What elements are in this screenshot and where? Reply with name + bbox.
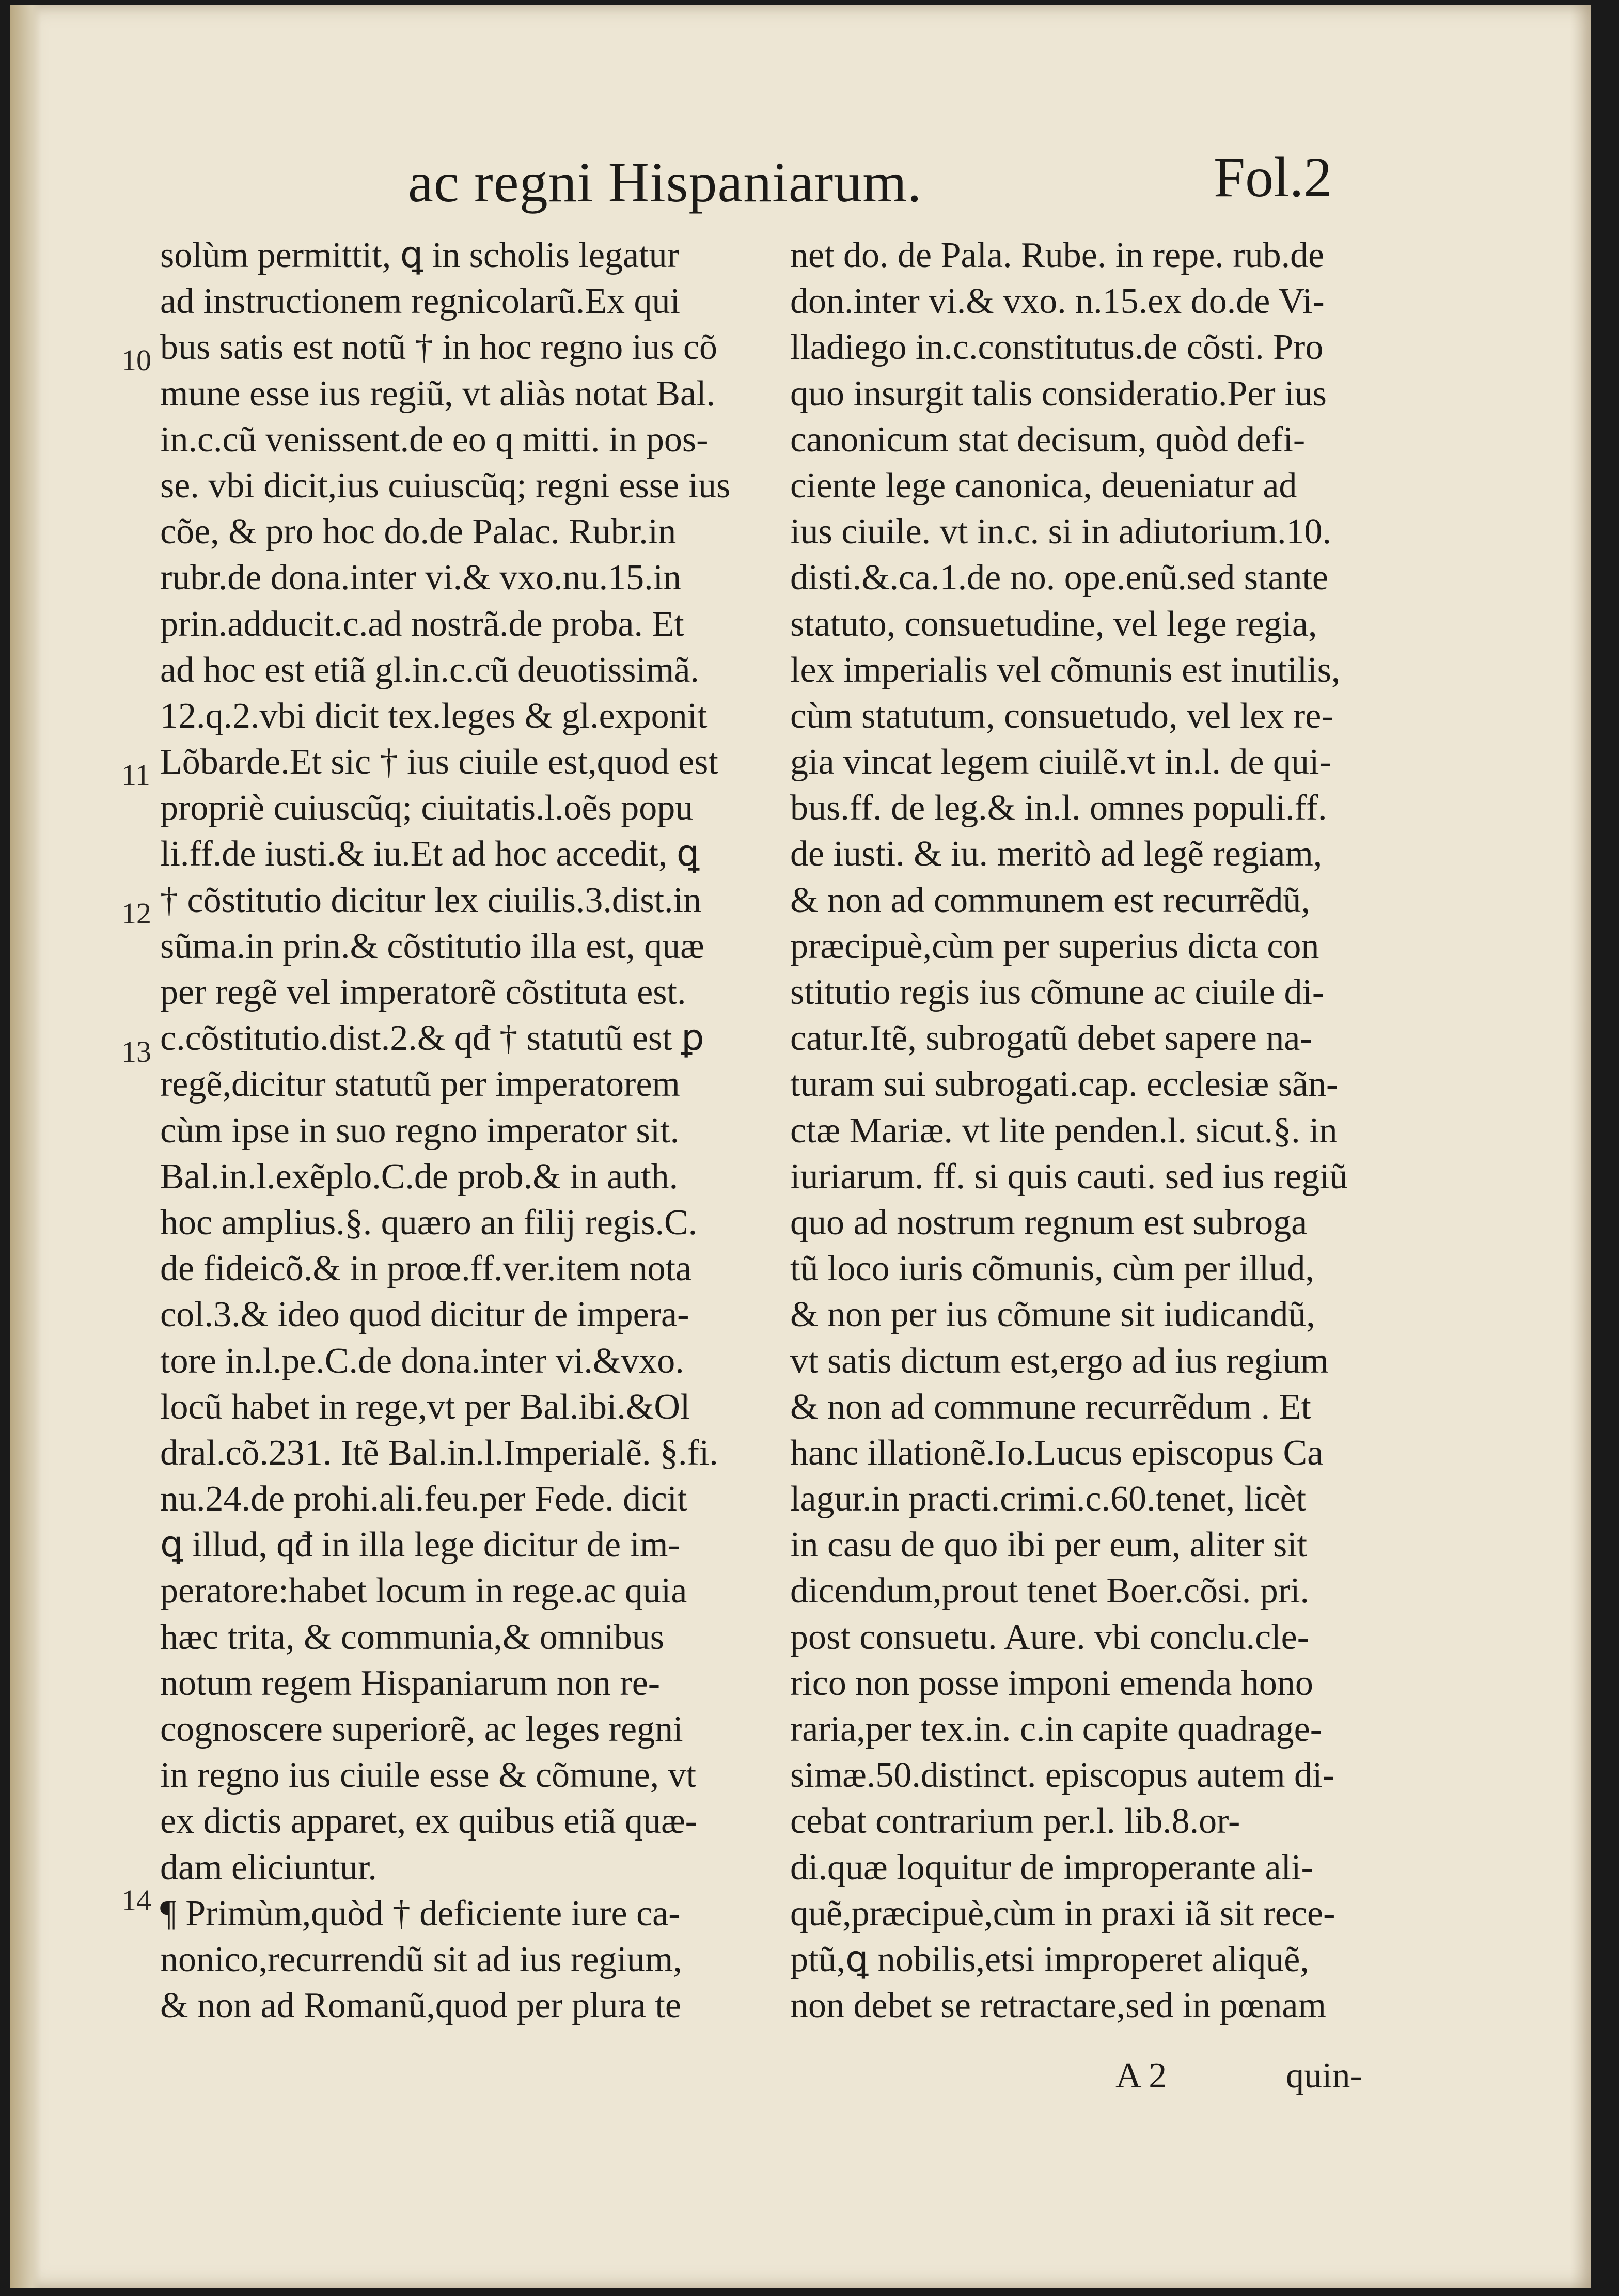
margin-number: 12 <box>121 897 151 930</box>
text-line: canonicum stat decisum, quòd defi- <box>790 419 1306 460</box>
text-line: ptũ,ꝗ nobilis,etsi improperet aliquẽ, <box>790 1939 1309 1979</box>
text-line: ¶ Primùm,quòd † deficiente iure ca- <box>160 1893 681 1933</box>
margin-number: 11 <box>121 758 150 792</box>
text-line: dicendum,prout tenet Boer.cõsi. pri. <box>790 1571 1310 1611</box>
text-line: don.inter vi.& vxo. n.15.ex do.de Vi- <box>790 281 1325 322</box>
text-line: ciente lege canonica, deueniatur ad <box>790 465 1297 506</box>
text-line: propriè cuiuscũq; ciuitatis.l.oẽs popu <box>160 788 694 828</box>
text-line: di.quæ loquitur de improperante ali- <box>790 1847 1313 1888</box>
text-line: & non per ius cõmune sit iudicandũ, <box>790 1295 1315 1335</box>
signature-mark: A 2 <box>1115 2056 1167 2096</box>
text-line: & non ad Romanũ,quod per plura te <box>160 1986 681 2026</box>
text-line: hæc trita, & communia,& omnibus <box>160 1617 665 1657</box>
text-line: peratore:habet locum in rege.ac quia <box>160 1571 687 1611</box>
text-line: vt satis dictum est,ergo ad ius regium <box>790 1341 1329 1381</box>
text-line: dral.cõ.231. Itẽ Bal.in.l.Imperialẽ. §.fi. <box>160 1433 718 1473</box>
text-line: c.cõstitutio.dist.2.& qđ † statutũ est ꝑ <box>160 1018 704 1059</box>
text-line: non debet se retractare,sed in pœnam <box>790 1986 1326 2026</box>
text-line: post consuetu. Aure. vbi conclu.cle- <box>790 1617 1310 1657</box>
text-line: simæ.50.distinct. episcopus autem di- <box>790 1755 1334 1796</box>
text-line: & non ad commune recurrẽdum . Et <box>790 1387 1311 1427</box>
text-line: lagur.in practi.crimi.c.60.tenet, licèt <box>790 1479 1307 1519</box>
text-line: in regno ius ciuile esse & cõmune, vt <box>160 1755 697 1796</box>
text-line: disti.&.ca.1.de no. ope.enũ.sed stante <box>790 558 1328 598</box>
text-line: catur.Itẽ, subrogatũ debet sapere na- <box>790 1018 1312 1059</box>
text-line: in.c.cũ venissent.de eo q mitti. in pos- <box>160 419 709 460</box>
text-line: net do. de Pala. Rube. in repe. rub.de <box>790 235 1325 275</box>
text-line: ctæ Mariæ. vt lite penden.l. sicut.§. in <box>790 1110 1338 1151</box>
running-head: ac regni Hispaniarum. <box>408 151 922 214</box>
text-line: quẽ,præcipuè,cùm in praxi iã sit rece- <box>790 1893 1335 1933</box>
text-line: gia vincat legem ciuilẽ.vt in.l. de qui- <box>790 742 1331 782</box>
text-line: stitutio regis ius cõmune ac ciuile di- <box>790 972 1325 1012</box>
text-line: mune esse ius regiũ, vt aliàs notat Bal. <box>160 373 716 414</box>
text-line: ad hoc est etiã gl.in.c.cũ deuotissimã. <box>160 650 699 690</box>
text-line: † cõstitutio dicitur lex ciuilis.3.dist.in <box>160 880 701 920</box>
text-line: se. vbi dicit,ius cuiuscũq; regni esse ius <box>160 465 731 506</box>
text-line: cõe, & pro hoc do.de Palac. Rubr.in <box>160 512 677 552</box>
text-line: de iusti. & iu. meritò ad legẽ regiam, <box>790 834 1323 874</box>
text-line: lex imperialis vel cõmunis est inutilis, <box>790 650 1341 690</box>
text-line: lladiego in.c.constitutus.de cõsti. Pro <box>790 327 1324 368</box>
text-line: notum regem Hispaniarum non re- <box>160 1663 661 1703</box>
text-line: prin.adducit.c.ad nostrã.de proba. Et <box>160 604 684 644</box>
text-line: Lõbarde.Et sic † ius ciuile est,quod est <box>160 742 718 782</box>
text-line: sũma.in prin.& cõstitutio illa est, quæ <box>160 926 704 966</box>
book-page <box>10 5 1591 2288</box>
text-line: statuto, consuetudine, vel lege regia, <box>790 604 1317 644</box>
text-line: dam eliciuntur. <box>160 1847 377 1888</box>
text-line: præcipuè,cùm per superius dicta con <box>790 926 1319 966</box>
margin-number: 13 <box>121 1035 151 1068</box>
text-line: col.3.& ideo quod dicitur de impera- <box>160 1295 689 1335</box>
text-line: ꝗ illud, qđ in illa lege dicitur de im- <box>160 1525 680 1565</box>
text-line: Bal.in.l.exẽplo.C.de prob.& in auth. <box>160 1156 679 1197</box>
text-line: bus.ff. de leg.& in.l. omnes populi.ff. <box>790 788 1327 828</box>
margin-number: 10 <box>121 343 151 377</box>
text-line: cebat contrarium per.l. lib.8.or- <box>790 1801 1240 1842</box>
text-line: ex dictis apparet, ex quibus etiã quæ- <box>160 1801 697 1842</box>
text-line: nu.24.de prohi.ali.feu.per Fede. dicit <box>160 1479 687 1519</box>
text-line: solùm permittit, ꝗ in scholis legatur <box>160 235 679 275</box>
page-edge <box>1570 5 1591 2288</box>
text-line: iuriarum. ff. si quis cauti. sed ius regiũ <box>790 1156 1348 1197</box>
text-line: cùm ipse in suo regno imperator sit. <box>160 1110 680 1151</box>
text-line: rubr.de dona.inter vi.& vxo.nu.15.in <box>160 558 682 598</box>
text-line: li.ff.de iusti.& iu.Et ad hoc accedit, ꝗ <box>160 834 700 874</box>
folio-number: Fol.2 <box>1214 146 1332 209</box>
text-line: regẽ,dicitur statutũ per imperatorem <box>160 1064 680 1105</box>
text-line: per regẽ vel imperatorẽ cõstituta est. <box>160 972 686 1012</box>
text-line: nonico,recurrendũ sit ad ius regium, <box>160 1939 682 1979</box>
text-line: tore in.l.pe.C.de dona.inter vi.&vxo. <box>160 1341 684 1381</box>
text-line: bus satis est notũ † in hoc regno ius cõ <box>160 327 718 368</box>
text-line: tũ loco iuris cõmunis, cùm per illud, <box>790 1249 1314 1289</box>
text-line: cùm statutum, consuetudo, vel lex re- <box>790 696 1333 736</box>
text-line: & non ad communem est recurrẽdũ, <box>790 880 1310 920</box>
text-line: turam sui subrogati.cap. ecclesiæ sãn- <box>790 1064 1339 1105</box>
binding-gutter <box>10 5 41 2288</box>
text-line: locũ habet in rege,vt per Bal.ibi.&Ol <box>160 1387 690 1427</box>
text-line: ad instructionem regnicolarũ.Ex qui <box>160 281 680 322</box>
text-line: raria,per tex.in. c.in capite quadrage- <box>790 1709 1323 1749</box>
text-line: ius ciuile. vt in.c. si in adiutorium.10. <box>790 512 1331 552</box>
text-line: quo ad nostrum regnum est subroga <box>790 1202 1308 1243</box>
text-line: 12.q.2.vbi dicit tex.leges & gl.exponit <box>160 696 708 736</box>
text-line: de fideicõ.& in proœ.ff.ver.item nota <box>160 1249 691 1289</box>
text-line: cognoscere superiorẽ, ac leges regni <box>160 1709 683 1749</box>
catchword: quin- <box>1286 2056 1362 2096</box>
text-line: hoc amplius.§. quæro an filij regis.C. <box>160 1202 698 1243</box>
text-line: quo insurgit talis consideratio.Per ius <box>790 373 1327 414</box>
left-column <box>160 232 754 2028</box>
right-column <box>790 232 1384 2028</box>
margin-number: 14 <box>121 1883 151 1917</box>
text-line: in casu de quo ibi per eum, aliter sit <box>790 1525 1308 1565</box>
text-line: hanc illationẽ.Io.Lucus episcopus Ca <box>790 1433 1324 1473</box>
text-line: rico non posse imponi emenda hono <box>790 1663 1313 1703</box>
